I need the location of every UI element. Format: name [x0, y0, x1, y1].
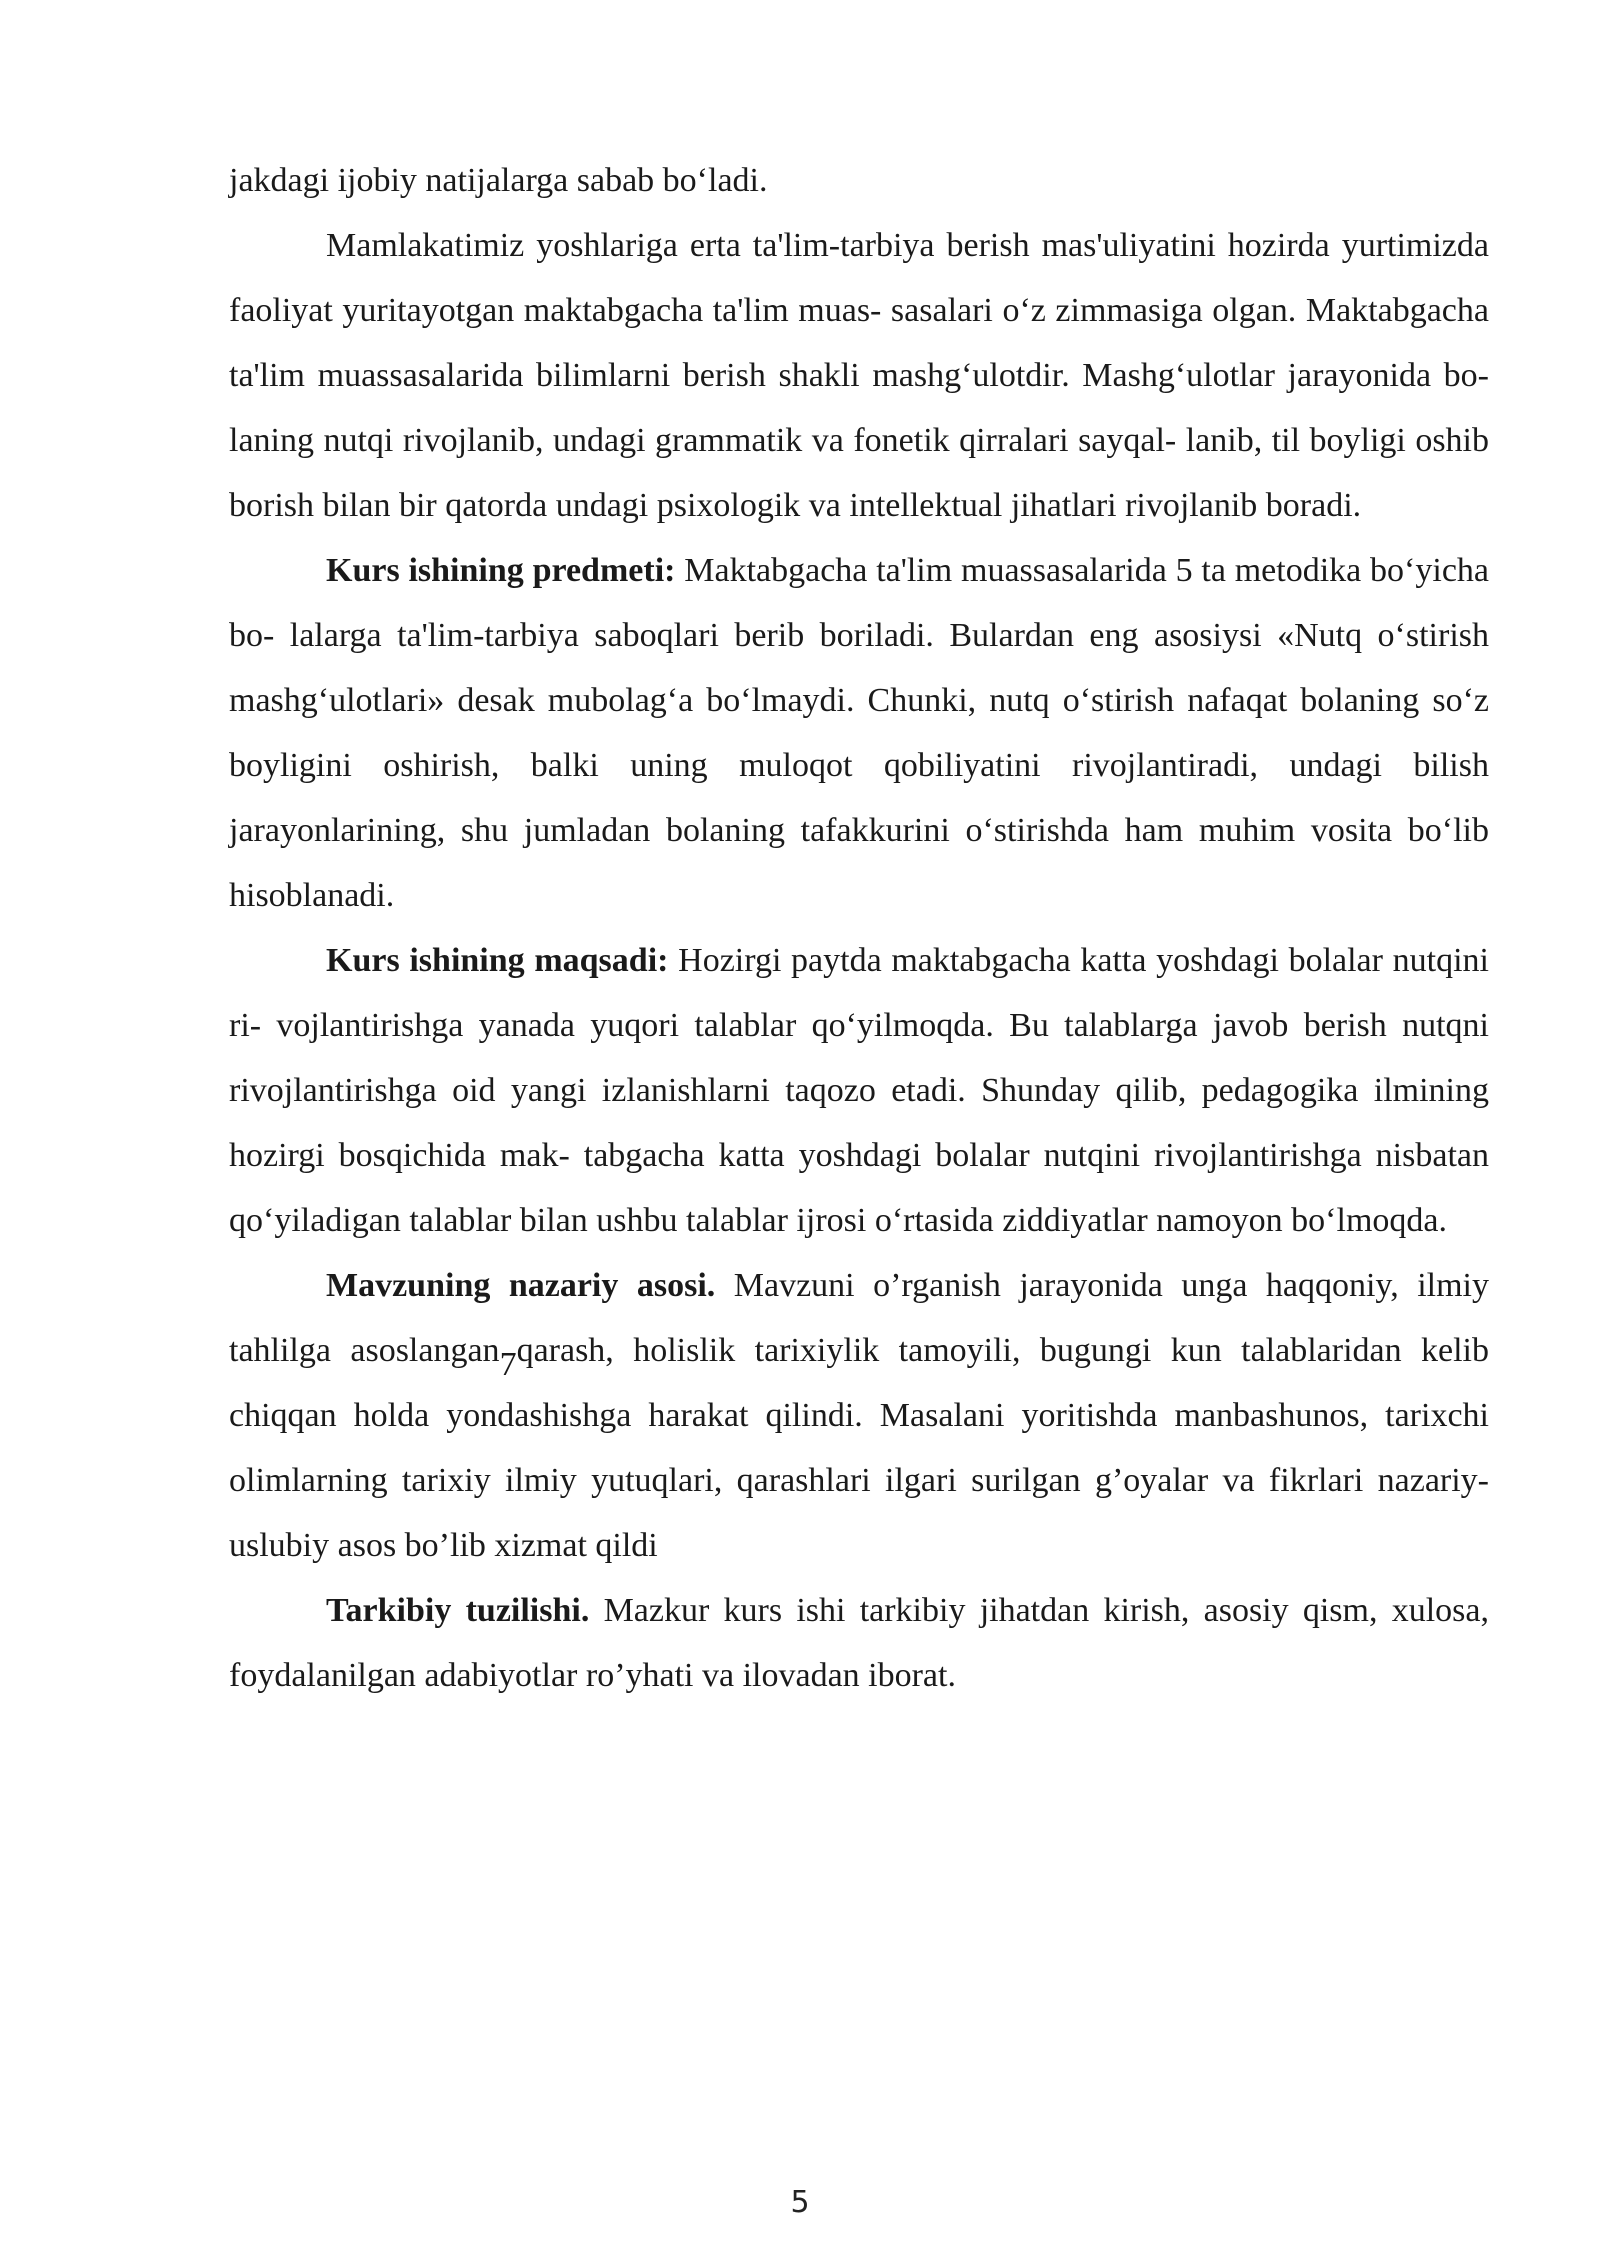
paragraph-theory-text-a: Mavzuni o’rganish jarayonida unga haqqoniy, ilmiy tahlilga asoslangan: [229, 1267, 1489, 1369]
heading-subject: Kurs ishining predmeti:: [326, 552, 676, 589]
paragraph-intro: Mamlakatimiz yoshlariga erta ta'lim-tarbiya berish mas'uliyatini hozirda yurtimizda faoliyat yuritayotgan maktabgacha ta'lim muas- sasalari o‘z zimmasiga olgan. Maktabgacha ta'lim muassasalarida bilimlarni berish shakli mashg‘ulotdir. Mashg‘ulotlar jarayonida bo- laning nutqi rivojlanib, undagi grammatik va fonetik qirralari sayqal- lanib, til boyligi oshib borish bilan bir qatorda undagi psixologik va intellektual jihatlari rivojlanib boradi.: [229, 227, 1489, 524]
paragraph-subject: [229, 538, 1489, 928]
paragraph-theory-text-b: qarash, holislik tarixiylik tamoyili, bugungi kun talablaridan kelib chiqqan holda yondashishga harakat qilindi. Masalani yoritishda manbashunos, tarixchi olimlarning tarixiy ilmiy yutuqlari, qarashlari ilgari surilgan g’oyalar va fikrlari nazariy-uslubiy asos bo’lib xizmat qildi: [229, 1332, 1489, 1564]
paragraph-theory: [229, 1253, 1489, 1578]
paragraph-goal-text: Hozirgi paytda maktabgacha katta yoshdagi bolalar nutqini ri- vojlantirishga yanada yuqori talablar qo‘yilmoqda. Bu talablarga javob berish nutqni rivojlantirishga oid yangi izlanishlarni taqozo etadi. Shunday qilib, pedagogika ilmining hozirgi bosqichida mak- tabgacha katta yoshdagi bolalar nutqini rivojlantirishga nisbatan qo‘yiladigan talablar bilan ushbu talablar ijrosi o‘rtasida ziddiyatlar namoyon bo‘lmoqda.: [229, 942, 1489, 1239]
document-body: [229, 148, 1489, 1708]
paragraph-structure: [229, 1578, 1489, 1708]
page-number: 5: [790, 2185, 810, 2220]
paragraph-structure-text: Mazkur kurs ishi tarkibiy jihatdan kirish, asosiy qism, xulosa, foydalanilgan adabiyotlar ro’yhati va ilovadan iborat.: [229, 1592, 1489, 1694]
inline-footnote-mark: 7: [499, 1346, 517, 1383]
heading-structure: Tarkibiy tuzilishi.: [326, 1592, 590, 1629]
paragraph-goal: [229, 928, 1489, 1253]
paragraph-subject-text: Maktabgacha ta'lim muassasalarida 5 ta metodika bo‘yicha bo- lalarga ta'lim-tarbiya saboqlari berib boriladi. Bulardan eng asosiysi «Nutq o‘stirish mashg‘ulotlari» desak mubolag‘a bo‘lmaydi. Chunki, nutq o‘stirish nafaqat bolaning so‘z boyligini oshirish, balki uning muloqot qobiliyatini rivojlantiradi, undagi bilish jarayonlarining, shu jumladan bolaning tafakkurini o‘stirishda ham muhim vosita bo‘lib hisoblanadi.: [229, 552, 1489, 914]
heading-theory: Mavzuning nazariy asosi.: [326, 1267, 716, 1304]
paragraph-continuation: jakdagi ijobiy natijalarga sabab bo‘ladi.: [229, 162, 768, 199]
heading-goal: Kurs ishining maqsadi:: [326, 942, 669, 979]
